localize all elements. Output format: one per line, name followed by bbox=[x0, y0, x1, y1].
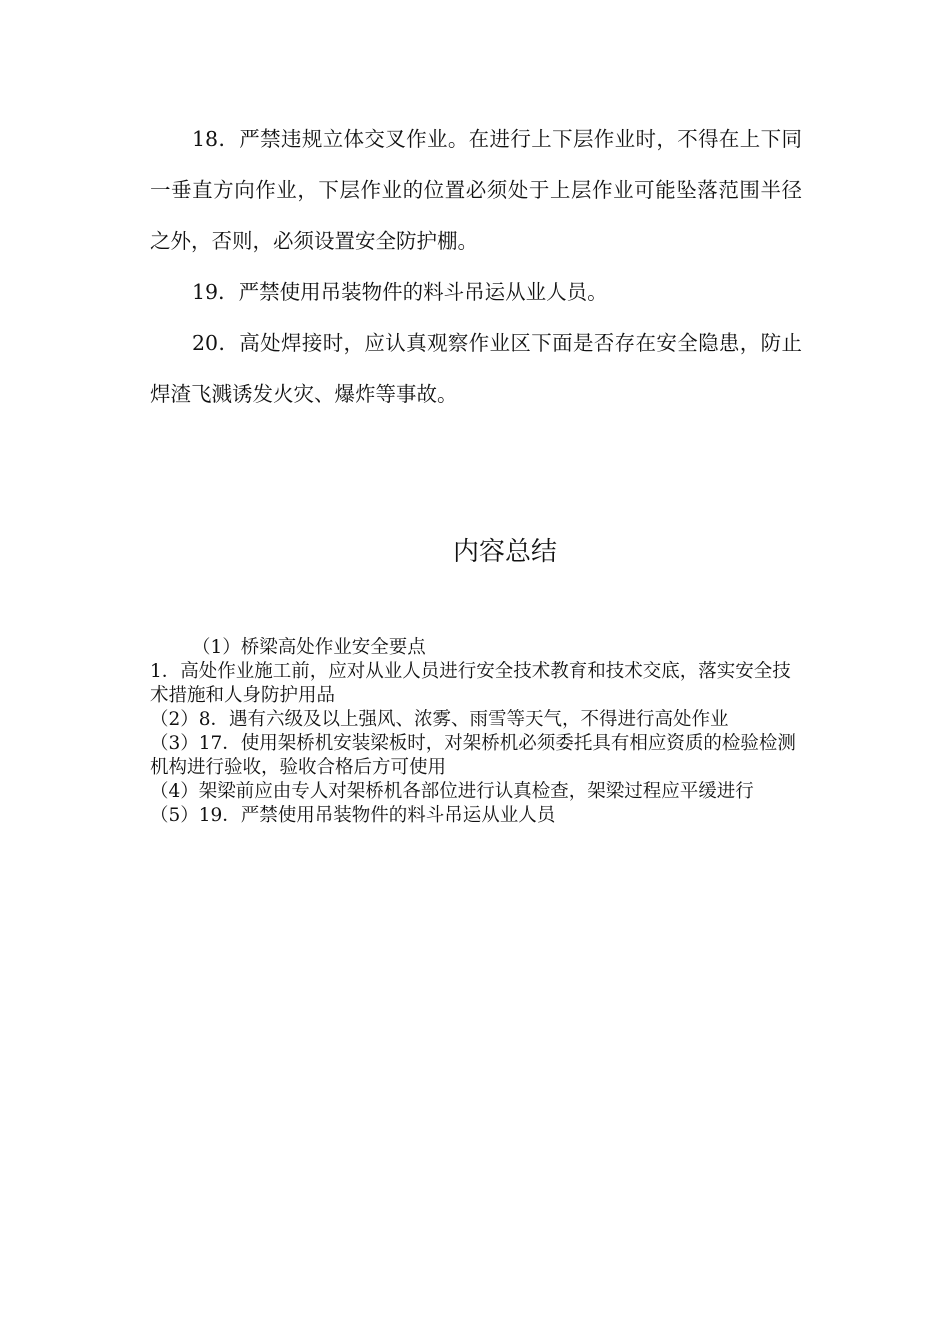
summary-line-5: （5）19．严禁使用吊装物件的料斗吊运从业人员 bbox=[150, 805, 556, 826]
summary-section bbox=[150, 636, 800, 828]
body-text bbox=[150, 114, 802, 420]
summary-heading: （1）桥梁高处作业安全要点 bbox=[192, 637, 426, 658]
summary-line-2: （2）8．遇有六级及以上强风、浓雾、雨雪等天气，不得进行高处作业 bbox=[150, 709, 729, 730]
summary-line-1: 1．高处作业施工前，应对从业人员进行安全技术教育和技术交底，落实安全技术措施和人身防护用品 bbox=[150, 661, 791, 706]
summary-line-3: （3）17．使用架桥机安装梁板时，对架桥机必须委托具有相应资质的检验检测机构进行验收，验收合格后方可使用 bbox=[150, 733, 796, 778]
summary-title: 内容总结 bbox=[452, 537, 557, 567]
paragraph-18: 18．严禁违规立体交叉作业。在进行上下层作业时，不得在上下同一垂直方向作业，下层作业的位置必须处于上层作业可能坠落范围半径之外，否则，必须设置安全防护棚。 bbox=[150, 127, 802, 253]
paragraph-20: 20．高处焊接时，应认真观察作业区下面是否存在安全隐患，防止焊渣飞溅诱发火灾、爆炸等事故。 bbox=[150, 331, 802, 406]
paragraph-19: 19．严禁使用吊装物件的料斗吊运从业人员。 bbox=[192, 280, 608, 304]
summary-line-4: （4）架梁前应由专人对架桥机各部位进行认真检查，架梁过程应平缓进行 bbox=[150, 781, 754, 802]
